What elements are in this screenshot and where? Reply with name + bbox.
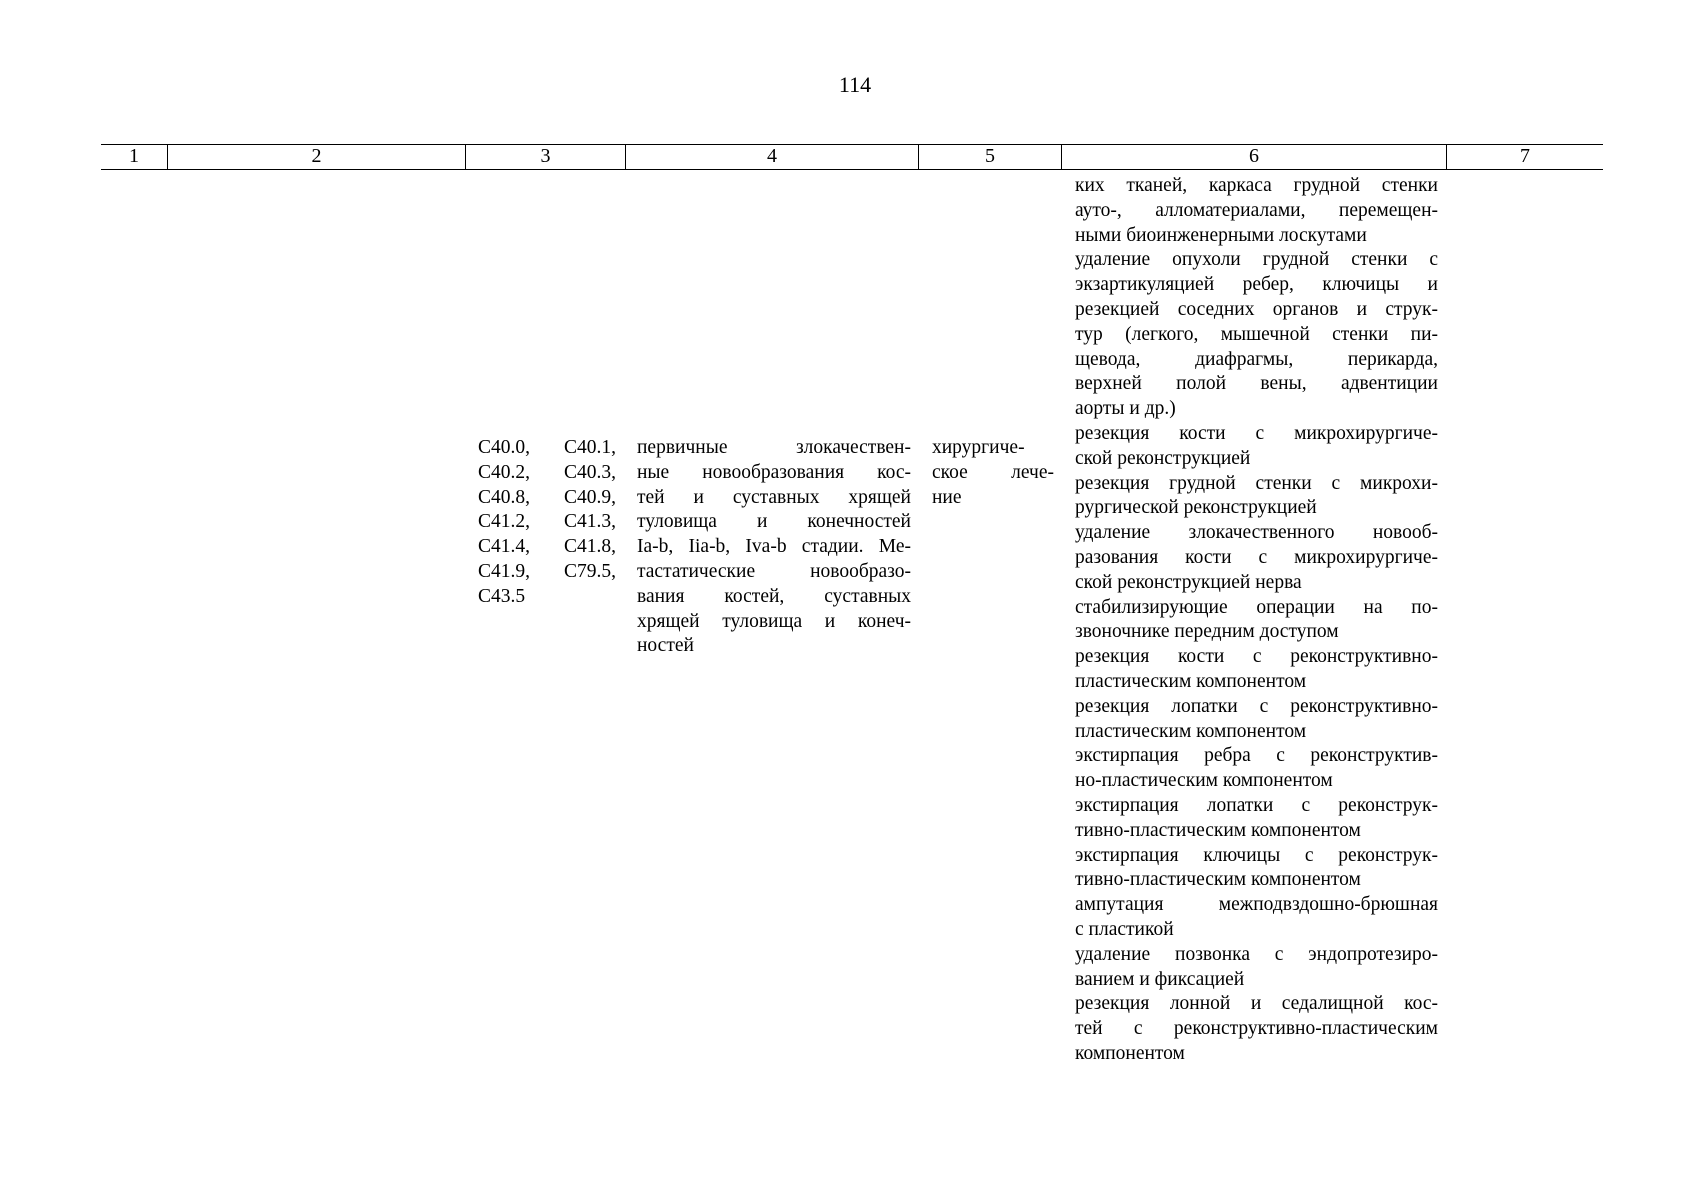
icd-code-line: C41.9, C79.5, [478,560,616,582]
method-line: пластическим компонентом [1075,670,1307,692]
icd-code-line: C41.2, C41.3, [478,511,616,533]
method-line: ауто-, алломатериалами, перемещен- [1075,199,1438,221]
method-line: удаление злокачественного новооб- [1075,522,1438,544]
column-header-2: 2 [167,145,465,169]
treatment-line: ние [932,486,962,508]
method-line: ких тканей, каркаса грудной стенки [1075,175,1438,196]
method-line: ными биоинженерными лоскутами [1075,224,1367,246]
icd-code-line: C43.5 [478,585,526,607]
method-line: тур (легкого, мышечной стенки пи- [1075,323,1438,345]
table-header-row [101,144,1603,170]
column-header-3: 3 [465,145,625,169]
method-line: рургической реконструкцией [1075,497,1317,519]
method-line: резекция кости с реконструктивно- [1075,646,1438,668]
diagnosis-line: туловища и конечностей [637,511,911,533]
column-header-7: 7 [1446,145,1603,169]
diagnosis-line: хрящей туловища и конеч- [637,610,911,632]
method-line: экстирпация ребра с реконструктив- [1075,745,1438,767]
diagnosis-line: Ia-b, Iia-b, Iva-b стадии. Ме- [637,536,911,558]
diagnosis-line: ностей [637,635,694,657]
method-line: щевода, диафрагмы, перикарда, [1075,348,1438,370]
treatment-type-cell [932,436,1054,510]
icd-code-line: C40.2, C40.3, [478,461,616,483]
method-line: экзартикуляцией ребер, ключицы и [1075,274,1438,296]
method-line: с пластикой [1075,918,1174,940]
treatment-methods-cell [1075,174,1438,1067]
diagnosis-line: первичные злокачествен- [637,437,911,458]
icd-code-line: C40.0, C40.1, [478,437,616,458]
column-header-6: 6 [1061,145,1446,169]
method-line: экстирпация лопатки с реконструк- [1075,794,1438,816]
method-line: ванием и фиксацией [1075,968,1245,990]
diagnosis-line: тей и суставных хрящей [637,486,911,508]
diagnosis-cell [637,436,911,659]
method-line: аорты и др.) [1075,398,1176,420]
treatment-line: ское лече- [932,461,1054,483]
column-header-5: 5 [918,145,1061,169]
method-line: звоночнике передним доступом [1075,621,1339,643]
method-line: резекция лонной и седалищной кос- [1075,993,1438,1015]
method-line: стабилизирующие операции на по- [1075,596,1438,618]
method-line: ской реконструкцией нерва [1075,571,1302,593]
method-line: резекцией соседних органов и струк- [1075,298,1438,320]
method-line: ской реконструкцией [1075,447,1251,469]
method-line: разования кости с микрохирургиче- [1075,546,1438,568]
diagnosis-line: тастатические новообразо- [637,560,911,582]
method-line: тивно-пластическим компонентом [1075,819,1361,841]
method-line: резекция лопатки с реконструктивно- [1075,695,1438,717]
icd-codes-cell [478,436,616,610]
method-line: экстирпация ключицы с реконструк- [1075,844,1438,866]
method-line: резекция кости с микрохирургиче- [1075,422,1438,444]
icd-code-line: C40.8, C40.9, [478,486,616,508]
method-line: удаление позвонка с эндопротезиро- [1075,943,1438,965]
method-line: но-пластическим компонентом [1075,770,1333,792]
method-line: тивно-пластическим компонентом [1075,869,1361,891]
treatment-line: хирургиче- [932,437,1025,458]
method-line: верхней полой вены, адвентиции [1075,373,1438,395]
method-line: удаление опухоли грудной стенки с [1075,249,1438,271]
column-header-4: 4 [625,145,918,169]
method-line: пластическим компонентом [1075,720,1307,742]
diagnosis-line: ные новообразования кос- [637,461,911,483]
diagnosis-line: вания костей, суставных [637,585,911,607]
method-line: резекция грудной стенки с микрохи- [1075,472,1438,494]
icd-code-line: C41.4, C41.8, [478,536,616,558]
method-line: тей с реконструктивно-пластическим [1075,1018,1438,1040]
column-header-1: 1 [129,145,139,167]
method-line: компонентом [1075,1042,1185,1064]
page-number: 114 [838,72,872,97]
method-line: ампутация межподвздошно-брюшная [1075,894,1438,916]
